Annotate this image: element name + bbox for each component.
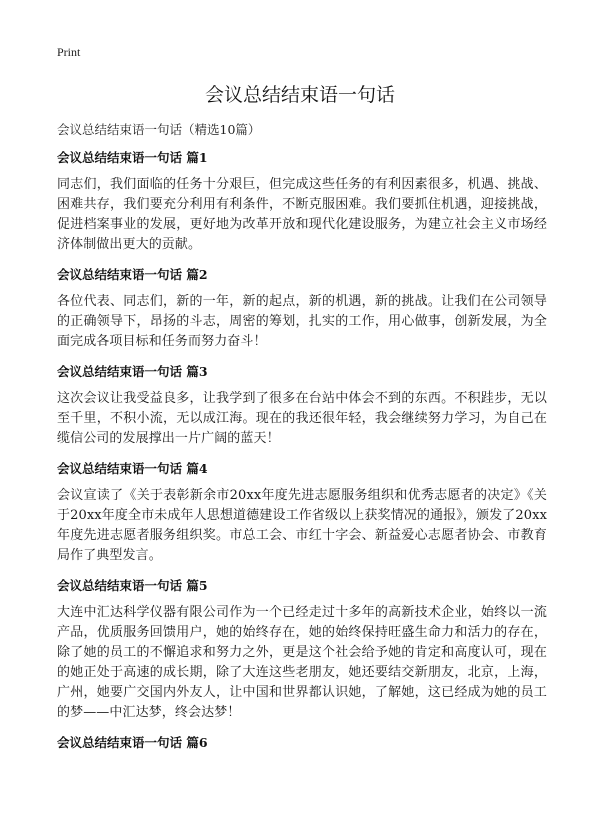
section-heading: 会议总结结束语一句话 篇4 xyxy=(57,461,208,476)
section-body: 大连中汇达科学仪器有限公司作为一个已经走过十多年的高新技术企业，始终以一流产品，优质服务回馈用户，她的始终存在，她的始终保持旺盛生命力和活力的存在，除了她的员工的不懈追求和努力之外，更是这个社会给予她的肯定和高度认可，现在的她正处于高速的成长期，除了大连这些老朋友，她还要结交新朋友，北京，上海，广州，她要广交国内外友人，让中国和世界都认识她，了解她，这已经成为她的员工的梦——中汇达梦，终会达梦！ xyxy=(57,605,547,720)
section-body: 同志们，我们面临的任务十分艰巨，但完成这些任务的有利因素很多，机遇、挑战、困难共存，我们要充分利用有利条件，不断克服困难。我们要抓住机遇，迎接挑战，促进档案事业的发展，更好地为改革开放和现代化建设服务，为建立社会主义市场经济体制做出更大的贡献。 xyxy=(57,177,547,252)
section-heading: 会议总结结束语一句话 篇2 xyxy=(57,267,208,282)
section-heading: 会议总结结束语一句话 篇5 xyxy=(57,578,208,593)
sections-list xyxy=(57,150,547,760)
page-title: 会议总结结束语一句话 xyxy=(204,84,395,106)
section-body: 这次会议让我受益良多，让我学到了很多在台站中体会不到的东西。不积跬步，无以至千里，不积小流，无以成江海。现在的我还很年轻，我会继续努力学习，为自己在缆信公司的发展撑出一片广阔的蓝天！ xyxy=(57,391,547,446)
section-5 xyxy=(57,578,547,723)
section-body: 各位代表、同志们，新的一年，新的起点，新的机遇，新的挑战。让我们在公司领导的正确领导下，昂扬的斗志，周密的筹划，扎实的工作，用心做事，创新发展，为全面完成各项目标和任务而努力奋斗！ xyxy=(57,294,547,349)
section-heading: 会议总结结束语一句话 篇1 xyxy=(57,150,208,165)
section-2 xyxy=(57,267,547,352)
section-4 xyxy=(57,461,547,566)
document-subtitle: 会议总结结束语一句话（精选10篇） xyxy=(57,122,261,137)
print-link[interactable]: Print xyxy=(57,45,81,59)
section-3 xyxy=(57,364,547,449)
section-heading: 会议总结结束语一句话 篇3 xyxy=(57,364,208,379)
section-1 xyxy=(57,150,547,255)
section-6 xyxy=(57,735,547,751)
section-heading: 会议总结结束语一句话 篇6 xyxy=(57,735,208,750)
section-body: 会议宣读了《关于表彰新余市20xx年度先进志愿服务组织和优秀志愿者的决定》《关于20xx年度全市未成年人思想道德建设工作省级以上获奖情况的通报》，颁发了20xx年度先进志愿者服务组织奖。市总工会、市红十字会、新益爱心志愿者协会、市教育局作了典型发言。 xyxy=(57,488,547,563)
